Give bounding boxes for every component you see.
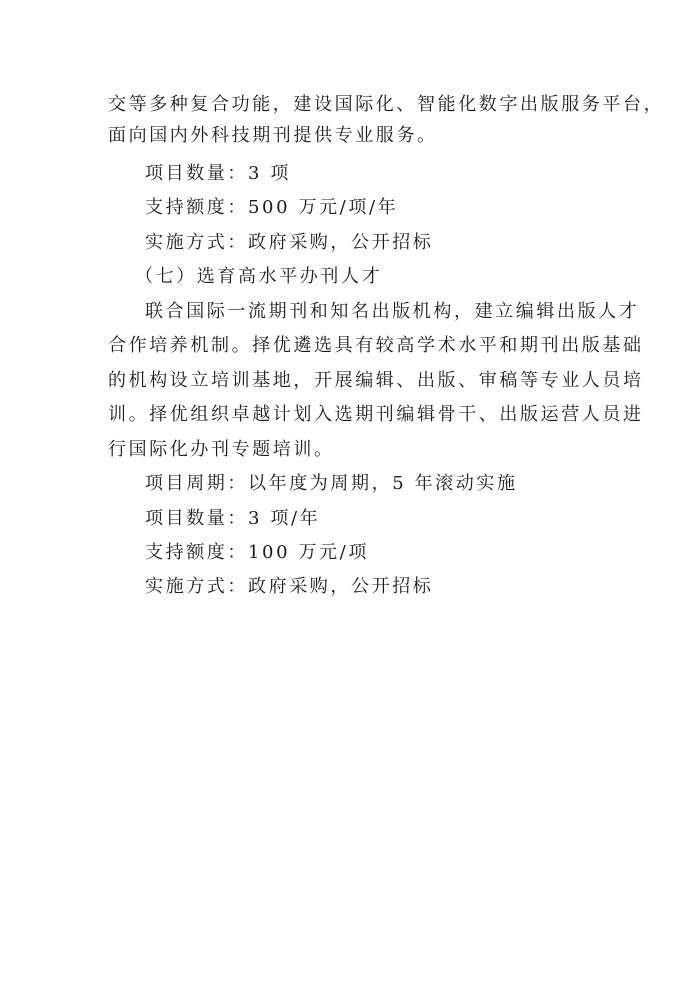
project-quantity: 项目数量：3 项 — [145, 163, 291, 184]
section-paragraph-line-3: 的机构设立培训基地，开展编辑、出版、审稿等专业人员培 — [108, 370, 644, 391]
support-amount-2: 支持额度：100 万元/项 — [145, 542, 369, 563]
section-paragraph-line-4: 训。择优组织卓越计划入选期刊编辑骨干、出版运营人员进 — [108, 404, 644, 425]
project-quantity-2: 项目数量：3 项/年 — [145, 508, 321, 529]
section-heading: （七）选育高水平办刊人才 — [135, 266, 383, 287]
support-amount: 支持额度：500 万元/项/年 — [145, 197, 399, 218]
project-period: 项目周期：以年度为周期，5 年滚动实施 — [145, 473, 518, 494]
section-paragraph-line-5: 行国际化办刊专题培训。 — [108, 439, 335, 460]
implementation-method: 实施方式：政府采购，公开招标 — [145, 232, 434, 253]
section-paragraph-line-1: 联合国际一流期刊和知名出版机构，建立编辑出版人才 — [145, 301, 640, 322]
section-paragraph-line-2: 合作培养机制。择优遴选具有较高学术水平和期刊出版基础 — [108, 335, 644, 356]
implementation-method-2: 实施方式：政府采购，公开招标 — [145, 576, 434, 597]
intro-line-1: 交等多种复合功能，建设国际化、智能化数字出版服务平台， — [108, 94, 665, 115]
intro-line-2: 面向国内外科技期刊提供专业服务。 — [108, 125, 438, 146]
